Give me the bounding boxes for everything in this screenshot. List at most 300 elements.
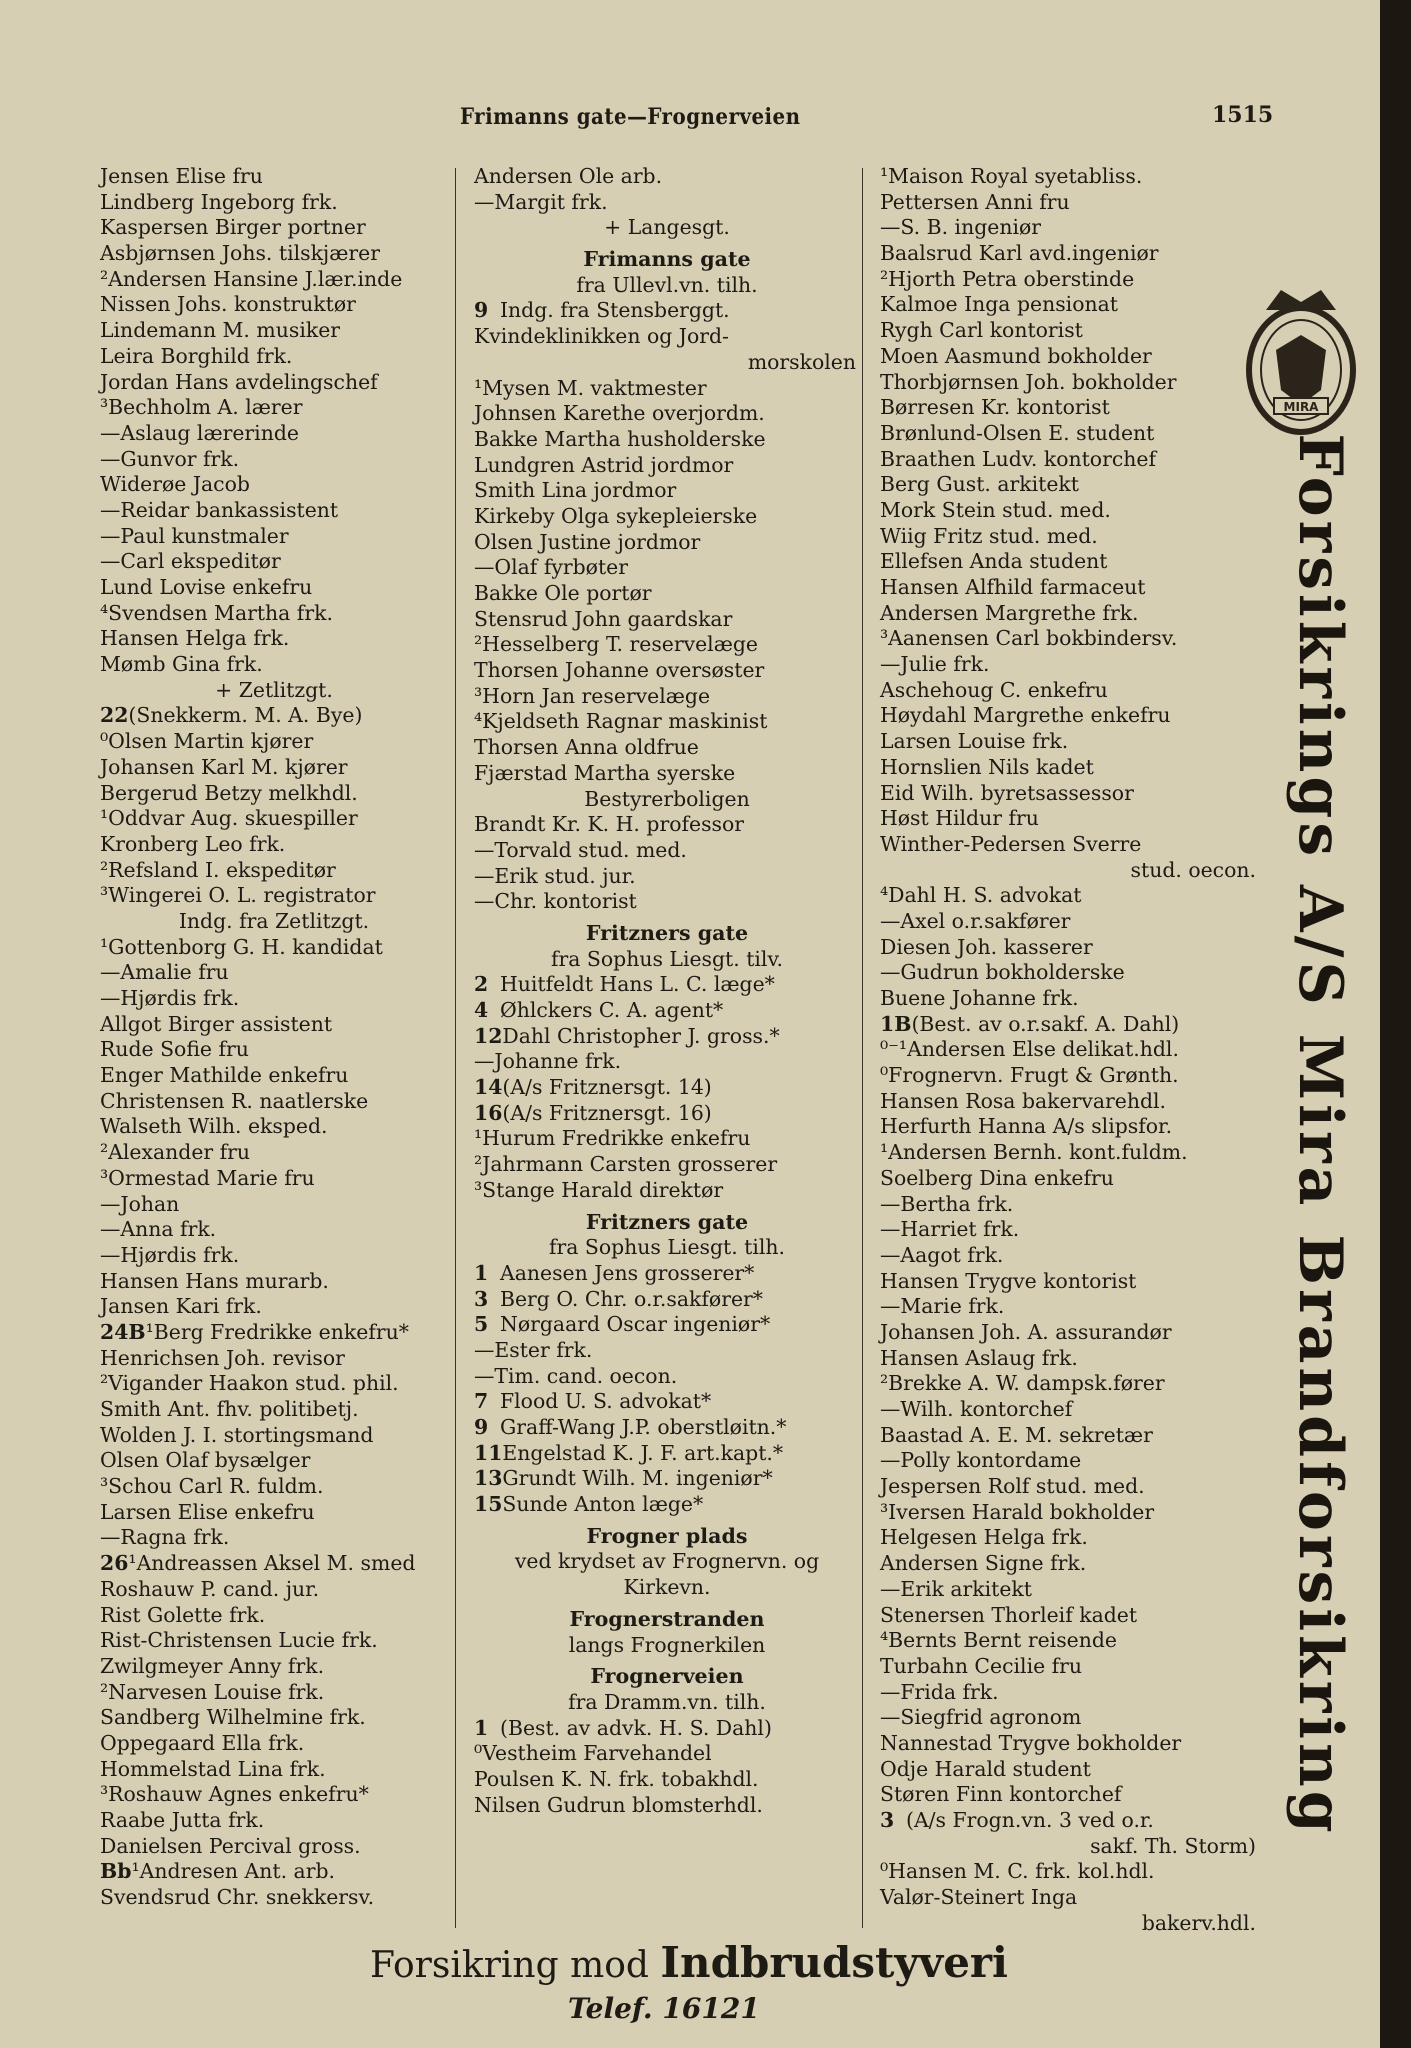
entry-text: ³Bechholm A. lærer xyxy=(100,395,303,420)
directory-entry xyxy=(100,626,448,652)
directory-entry xyxy=(880,755,1260,781)
entry-text: Smith Ant. fhv. politibetj. xyxy=(100,1397,359,1421)
entry-text: ¹Gottenborg G. H. kandidat xyxy=(100,934,383,959)
entry-text: Rude Sofie fru xyxy=(100,1037,249,1062)
entry-text: Svendsrud Chr. snekkersv. xyxy=(100,1885,375,1910)
entry-text: —Siegfrid agronom xyxy=(880,1705,1082,1730)
directory-entry xyxy=(100,806,448,832)
entry-text: Stensrud John gaardskar xyxy=(474,606,733,631)
directory-entry xyxy=(474,1101,860,1127)
directory-entry xyxy=(100,1859,448,1885)
entry-text: Walseth Wilh. eksped. xyxy=(100,1114,328,1139)
directory-entry xyxy=(100,1320,448,1346)
page-title: Frimanns gate—Frognerveien xyxy=(460,104,801,130)
entry-text: Bergerud Betzy melkhdl. xyxy=(100,780,358,805)
entry-text: ³Schou Carl R. fuldm. xyxy=(100,1474,324,1499)
directory-entry xyxy=(100,755,448,781)
entry-text: Hansen Trygve kontorist xyxy=(880,1268,1137,1293)
directory-entry xyxy=(474,1075,860,1101)
directory-entry xyxy=(100,575,448,601)
directory-entry xyxy=(474,1415,860,1441)
directory-entry xyxy=(474,478,860,504)
directory-entry xyxy=(474,1235,860,1261)
entry-text: —Polly kontordame xyxy=(880,1448,1082,1473)
entry-text: Flood U. S. advokat* xyxy=(500,1389,712,1414)
entry-text: —Harriet frk. xyxy=(880,1217,1020,1242)
footer-headline: Indbrudstyveri xyxy=(660,1938,1009,1987)
directory-entry xyxy=(100,1731,448,1757)
entry-text: —Torvald stud. med. xyxy=(474,837,687,862)
directory-entry xyxy=(880,190,1260,216)
house-number: 26 xyxy=(100,1551,129,1576)
directory-entry xyxy=(474,684,860,710)
entry-text: Diesen Joh. kasserer xyxy=(880,934,1093,959)
directory-entry xyxy=(880,1680,1260,1706)
entry-text: ⁴Bernts Bernt reisende xyxy=(880,1628,1117,1653)
entry-text: Odje Harald student xyxy=(880,1756,1091,1781)
directory-entry xyxy=(880,421,1260,447)
directory-entry xyxy=(100,1243,448,1269)
entry-text: Andersen Margrethe frk. xyxy=(880,600,1139,625)
house-number: 22 xyxy=(100,703,129,728)
entry-text: ¹Mysen M. vaktmester xyxy=(474,375,707,400)
entry-text: Aanesen Jens grosserer* xyxy=(500,1260,755,1285)
entry-text: Dahl Christopher J. gross.* xyxy=(502,1023,780,1048)
footer-advertisement xyxy=(0,1938,1380,2048)
entry-text: Oppegaard Ella frk. xyxy=(100,1730,305,1755)
page-header xyxy=(0,104,1380,144)
directory-entry xyxy=(880,986,1260,1012)
entry-text: Rist-Christensen Lucie frk. xyxy=(100,1628,378,1653)
directory-entry xyxy=(474,947,860,973)
directory-entry xyxy=(880,626,1260,652)
entry-text: —Carl ekspeditør xyxy=(100,549,281,574)
directory-entry xyxy=(474,1492,860,1518)
entry-text: Thorsen Anna oldfrue xyxy=(474,735,699,760)
entry-text: Turbahn Cecilie fru xyxy=(880,1653,1083,1678)
entry-text: —S. B. ingeniør xyxy=(880,215,1041,240)
house-number: 2 xyxy=(474,972,489,997)
entry-text: Frogner plads xyxy=(586,1523,748,1548)
entry-text: —Bertha frk. xyxy=(880,1191,1014,1216)
entry-text: Engelstad K. J. F. art.kapt.* xyxy=(502,1440,784,1465)
entry-text: Andersen Ole arb. xyxy=(474,164,663,188)
directory-entry xyxy=(880,781,1260,807)
entry-text: Smith Lina jordmor xyxy=(474,478,677,503)
entry-text: Støren Finn kontorchef xyxy=(880,1782,1122,1807)
house-number: 12 xyxy=(474,1023,503,1048)
entry-text: —Paul kunstmaler xyxy=(100,523,289,548)
entry-text: Fjærstad Martha syerske xyxy=(474,760,736,785)
directory-entry xyxy=(880,883,1260,909)
entry-text: Larsen Louise frk. xyxy=(880,729,1069,754)
directory-entry xyxy=(100,832,448,858)
house-number: 24B xyxy=(100,1319,146,1344)
entry-text: Rist Golette frk. xyxy=(100,1602,266,1627)
directory-entry xyxy=(880,1474,1260,1500)
directory-entry xyxy=(474,427,860,453)
entry-text: (Snekkerm. M. A. Bye) xyxy=(128,703,363,728)
entry-text: ¹Andreassen Aksel M. smed xyxy=(128,1551,416,1576)
directory-entry xyxy=(100,1037,448,1063)
page-number: 1515 xyxy=(1212,102,1274,128)
directory-entry xyxy=(880,729,1260,755)
entry-text: Brønlund-Olsen E. student xyxy=(880,420,1155,445)
entry-text: Mork Stein stud. med. xyxy=(880,497,1111,522)
entry-text: Henrichsen Joh. revisor xyxy=(100,1345,345,1370)
house-number: 3 xyxy=(474,1286,489,1311)
entry-text: Nissen Johs. konstruktør xyxy=(100,292,356,317)
entry-text: Hansen Helga frk. xyxy=(100,626,290,651)
directory-entry xyxy=(100,1500,448,1526)
directory-entry xyxy=(880,1525,1260,1551)
entry-text: Rygh Carl kontorist xyxy=(880,318,1083,343)
directory-entry xyxy=(880,1166,1260,1192)
directory-entry xyxy=(880,1834,1260,1860)
directory-entry xyxy=(880,703,1260,729)
entry-text: ³Horn Jan reservelæge xyxy=(474,683,711,708)
entry-text: bakerv.hdl. xyxy=(1141,1910,1256,1935)
directory-entry xyxy=(100,472,448,498)
directory-entry xyxy=(474,350,860,376)
directory-entry xyxy=(474,1549,860,1575)
entry-text: Kirkeby Olga sykepleierske xyxy=(474,503,758,528)
directory-entry xyxy=(880,1500,1260,1526)
directory-entry xyxy=(474,864,860,890)
directory-entry xyxy=(100,215,448,241)
column-divider xyxy=(455,168,456,1928)
directory-entry xyxy=(880,1628,1260,1654)
entry-text: ¹Hurum Fredrikke enkefru xyxy=(474,1126,751,1151)
directory-entry xyxy=(880,1294,1260,1320)
directory-entry xyxy=(100,960,448,986)
entry-text: Lindemann M. musiker xyxy=(100,318,341,343)
entry-text: —Aslaug lærerinde xyxy=(100,420,299,445)
entry-text: Kirkevn. xyxy=(623,1575,711,1600)
directory-entry xyxy=(474,1338,860,1364)
directory-entry xyxy=(474,164,860,190)
directory-entry xyxy=(880,1603,1260,1629)
directory-entry xyxy=(100,370,448,396)
directory-entry xyxy=(100,678,448,704)
directory-entry xyxy=(474,581,860,607)
directory-entry xyxy=(474,1178,860,1204)
directory-entry xyxy=(100,858,448,884)
directory-entry xyxy=(880,447,1260,473)
entry-text: Jensen Elise fru xyxy=(100,164,263,188)
mira-logo xyxy=(1236,280,1366,440)
entry-text: Aschehoug C. enkefru xyxy=(880,677,1108,702)
directory-entry xyxy=(474,972,860,998)
directory-entry xyxy=(474,1716,860,1742)
entry-text: Pettersen Anni fru xyxy=(880,189,1070,214)
entry-text: stud. oecon. xyxy=(1130,857,1256,882)
directory-entry xyxy=(880,1705,1260,1731)
directory-entry xyxy=(100,1346,448,1372)
directory-entry xyxy=(880,1654,1260,1680)
entry-text: Eid Wilh. byretsassessor xyxy=(880,780,1134,805)
street-heading xyxy=(474,1210,860,1236)
directory-entry xyxy=(880,1859,1260,1885)
directory-entry xyxy=(880,960,1260,986)
directory-entry xyxy=(100,549,448,575)
entry-text: ¹Berg Fredrikke enkefru* xyxy=(145,1319,409,1344)
street-heading xyxy=(474,1524,860,1550)
directory-entry xyxy=(474,298,860,324)
directory-entry xyxy=(880,395,1260,421)
entry-text: Soelberg Dina enkefru xyxy=(880,1165,1114,1190)
entry-text: —Gunvor frk. xyxy=(100,446,240,471)
entry-text: fra Ullevl.vn. tilh. xyxy=(576,272,758,297)
entry-text: ²Andersen Hansine J.lær.inde xyxy=(100,266,403,291)
entry-text: Enger Mathilde enkefru xyxy=(100,1063,349,1088)
directory-entry xyxy=(100,1628,448,1654)
directory-entry xyxy=(100,1217,448,1243)
street-heading xyxy=(474,921,860,947)
directory-entry xyxy=(100,729,448,755)
directory-entry xyxy=(474,889,860,915)
directory-entry xyxy=(474,376,860,402)
entry-text: Baalsrud Karl avd.ingeniør xyxy=(880,241,1159,266)
entry-text: (Best. av o.r.sakf. A. Dahl) xyxy=(911,1011,1180,1036)
directory-entry xyxy=(880,1089,1260,1115)
directory-entry xyxy=(880,1346,1260,1372)
directory-entry xyxy=(880,318,1260,344)
directory-entry xyxy=(474,530,860,556)
entry-text: ⁰⁻¹Andersen Else delikat.hdl. xyxy=(880,1037,1179,1062)
entry-text: Hornslien Nils kadet xyxy=(880,754,1094,779)
directory-entry xyxy=(474,215,860,241)
directory-entry xyxy=(474,1633,860,1659)
directory-entry xyxy=(100,421,448,447)
directory-entry xyxy=(474,1126,860,1152)
entry-text: Johnsen Karethe overjordm. xyxy=(474,401,765,426)
directory-entry xyxy=(474,1441,860,1467)
entry-text: Indg. fra Stensberggt. xyxy=(500,298,730,323)
entry-text: —Hjørdis frk. xyxy=(100,1242,240,1267)
entry-text: Berg O. Chr. o.r.sakfører* xyxy=(500,1286,763,1311)
entry-text: Johansen Joh. A. assurandør xyxy=(880,1319,1172,1344)
directory-entry xyxy=(474,607,860,633)
column-1 xyxy=(100,164,448,1911)
house-number: 14 xyxy=(474,1075,503,1100)
entry-text: Graff-Wang J.P. oberstløitn.* xyxy=(500,1415,787,1439)
entry-text: Bakke Ole portør xyxy=(474,581,652,605)
house-number: 1 xyxy=(474,1715,489,1740)
entry-text: ⁰Vestheim Farvehandel xyxy=(474,1741,712,1766)
directory-entry xyxy=(100,1012,448,1038)
entry-text: Asbjørnsen Johs. tilskjærer xyxy=(100,241,380,266)
entry-text: ⁴Dahl H. S. advokat xyxy=(880,883,1082,908)
directory-entry xyxy=(880,1037,1260,1063)
entry-text: (A/s Fritznersgt. 14) xyxy=(502,1075,712,1100)
directory-entry xyxy=(880,1808,1260,1834)
entry-text: Kvindeklinikken og Jord- xyxy=(474,324,729,349)
entry-text: Wiig Fritz stud. med. xyxy=(880,523,1098,548)
entry-text: Bakke Martha husholderske xyxy=(474,426,766,451)
house-number: 3 xyxy=(880,1808,895,1832)
directory-entry xyxy=(474,1312,860,1338)
entry-text: Christensen R. naatlerske xyxy=(100,1088,369,1113)
entry-text: Berg Gust. arkitekt xyxy=(880,472,1079,497)
directory-entry xyxy=(880,1397,1260,1423)
directory-entry xyxy=(880,858,1260,884)
directory-entry xyxy=(100,1269,448,1295)
entry-text: Larsen Elise enkefru xyxy=(100,1499,315,1524)
house-number: Bb xyxy=(100,1859,132,1884)
directory-entry xyxy=(100,1603,448,1629)
house-number: 11 xyxy=(474,1440,503,1465)
entry-text: Brandt Kr. K. H. professor xyxy=(474,812,745,837)
directory-entry xyxy=(474,787,860,813)
entry-text: Thorsen Johanne oversøster xyxy=(474,658,765,683)
entry-text: Sandberg Wilhelmine frk. xyxy=(100,1705,366,1730)
directory-entry xyxy=(100,1705,448,1731)
directory-entry xyxy=(100,703,448,729)
directory-entry xyxy=(474,1741,860,1767)
directory-entry xyxy=(880,241,1260,267)
entry-text: —Erik stud. jur. xyxy=(474,863,636,888)
directory-entry xyxy=(100,1192,448,1218)
entry-text: Hansen Alfhild farmaceut xyxy=(880,575,1146,599)
side-ad-text: Forsikrings A/S Mira Brandforsikring xyxy=(1285,433,1355,1837)
house-number: 13 xyxy=(474,1466,503,1491)
entry-text: Thorbjørnsen Joh. bokholder xyxy=(880,369,1177,394)
directory-entry xyxy=(880,1731,1260,1757)
house-number: 9 xyxy=(474,1415,489,1439)
directory-entry xyxy=(880,1551,1260,1577)
directory-entry xyxy=(880,524,1260,550)
entry-text: —Johanne frk. xyxy=(474,1049,622,1074)
entry-text: —Tim. cand. oecon. xyxy=(474,1363,678,1388)
entry-text: Danielsen Percival gross. xyxy=(100,1833,361,1858)
directory-entry xyxy=(880,1911,1260,1937)
directory-entry xyxy=(880,1448,1260,1474)
directory-entry xyxy=(100,601,448,627)
directory-entry xyxy=(100,1757,448,1783)
house-number: 7 xyxy=(474,1389,489,1414)
directory-entry xyxy=(100,1397,448,1423)
entry-text: ²Brekke A. W. dampsk.fører xyxy=(880,1371,1165,1396)
entry-text: Frimanns gate xyxy=(583,247,751,272)
directory-entry xyxy=(880,601,1260,627)
entry-text: Olsen Justine jordmor xyxy=(474,529,701,554)
directory-entry xyxy=(474,735,860,761)
entry-text: Roshauw P. cand. jur. xyxy=(100,1576,320,1601)
entry-text: Indg. fra Zetlitzgt. xyxy=(178,908,370,933)
directory-entry xyxy=(474,1024,860,1050)
directory-entry xyxy=(474,998,860,1024)
entry-text: Olsen Olaf bysælger xyxy=(100,1448,311,1473)
directory-entry xyxy=(880,1114,1260,1140)
house-number: 16 xyxy=(474,1100,503,1125)
directory-entry xyxy=(880,215,1260,241)
house-number: 4 xyxy=(474,998,489,1022)
directory-entry xyxy=(880,1192,1260,1218)
entry-text: Høst Hildur fru xyxy=(880,806,1039,831)
directory-entry xyxy=(474,1793,860,1819)
entry-text: ³Roshauw Agnes enkefru* xyxy=(100,1782,369,1807)
entry-text: Jordan Hans avdelingschef xyxy=(100,369,378,394)
entry-text: —Erik arkitekt xyxy=(880,1576,1032,1601)
entry-text: Helgesen Helga frk. xyxy=(880,1525,1088,1550)
directory-entry xyxy=(100,1474,448,1500)
entry-text: + Langesgt. xyxy=(604,215,730,240)
directory-entry xyxy=(474,838,860,864)
entry-text: —Frida frk. xyxy=(880,1679,999,1704)
entry-text: sakf. Th. Storm) xyxy=(1090,1833,1256,1858)
entry-text: Sunde Anton læge* xyxy=(502,1492,704,1517)
entry-text: Lund Lovise enkefru xyxy=(100,575,313,599)
entry-text: —Anna frk. xyxy=(100,1217,217,1242)
entry-text: ²Hesselberg T. reservelæge xyxy=(474,632,758,657)
entry-text: Zwilgmeyer Anny frk. xyxy=(100,1653,325,1678)
entry-text: —Ragna frk. xyxy=(100,1525,230,1550)
entry-text: ²Alexander fru xyxy=(100,1140,251,1165)
entry-text: Andersen Signe frk. xyxy=(880,1551,1087,1576)
entry-text: Hansen Rosa bakervarehdl. xyxy=(880,1088,1167,1113)
entry-text: Braathen Ludv. kontorchef xyxy=(880,446,1156,471)
directory-entry xyxy=(880,164,1260,190)
directory-entry xyxy=(880,292,1260,318)
directory-entry xyxy=(474,1261,860,1287)
entry-text: fra Dramm.vn. tilh. xyxy=(568,1689,766,1714)
entry-text: Leira Borghild frk. xyxy=(100,343,293,368)
house-number: 15 xyxy=(474,1492,503,1517)
entry-text: ³Stange Harald direktør xyxy=(474,1177,724,1202)
entry-text: Grundt Wilh. M. ingeniør* xyxy=(502,1466,773,1491)
entry-text: Herfurth Hanna A/s slipsfor. xyxy=(880,1114,1173,1139)
entry-text: —Chr. kontorist xyxy=(474,889,637,914)
entry-text: ⁰Olsen Martin kjører xyxy=(100,729,314,754)
directory-entry xyxy=(880,652,1260,678)
directory-entry xyxy=(880,1757,1260,1783)
directory-entry xyxy=(100,1371,448,1397)
directory-entry xyxy=(100,986,448,1012)
directory-entry xyxy=(474,1152,860,1178)
entry-text: ⁴Svendsen Martha frk. xyxy=(100,600,333,625)
directory-entry xyxy=(100,267,448,293)
entry-text: Moen Aasmund bokholder xyxy=(880,343,1152,368)
directory-entry xyxy=(474,555,860,581)
entry-text: ²Hjorth Petra oberstinde xyxy=(880,266,1135,291)
entry-text: Fritzners gate xyxy=(585,920,749,945)
directory-entry xyxy=(100,1654,448,1680)
entry-text: —Gudrun bokholderske xyxy=(880,960,1125,985)
directory-entry xyxy=(100,1782,448,1808)
entry-text: Bestyrerboligen xyxy=(584,786,750,811)
entry-text: Valør-Steinert Inga xyxy=(880,1885,1078,1910)
entry-text: Lindberg Ingeborg frk. xyxy=(100,189,338,214)
directory-entry xyxy=(880,1269,1260,1295)
directory-entry xyxy=(880,1063,1260,1089)
entry-text: langs Frognerkilen xyxy=(568,1632,766,1657)
entry-text: ¹Maison Royal syetabliss. xyxy=(880,164,1143,188)
directory-entry xyxy=(100,1834,448,1860)
entry-text: Baastad A. E. M. sekretær xyxy=(880,1422,1153,1447)
entry-text: Høydahl Margrethe enkefru xyxy=(880,703,1171,728)
entry-text: ved krydset av Frognervn. og xyxy=(514,1549,820,1574)
directory-entry xyxy=(880,344,1260,370)
directory-entry xyxy=(880,370,1260,396)
directory-entry xyxy=(880,832,1260,858)
entry-text: Fritzners gate xyxy=(585,1209,749,1234)
entry-text: ³Wingerei O. L. registrator xyxy=(100,883,376,908)
entry-text: fra Sophus Liesgt. tilh. xyxy=(548,1235,786,1260)
street-heading xyxy=(474,1607,860,1633)
entry-text: (A/s Frogn.vn. 3 ved o.r. xyxy=(906,1808,1154,1832)
side-advertisement xyxy=(1250,433,1355,1870)
